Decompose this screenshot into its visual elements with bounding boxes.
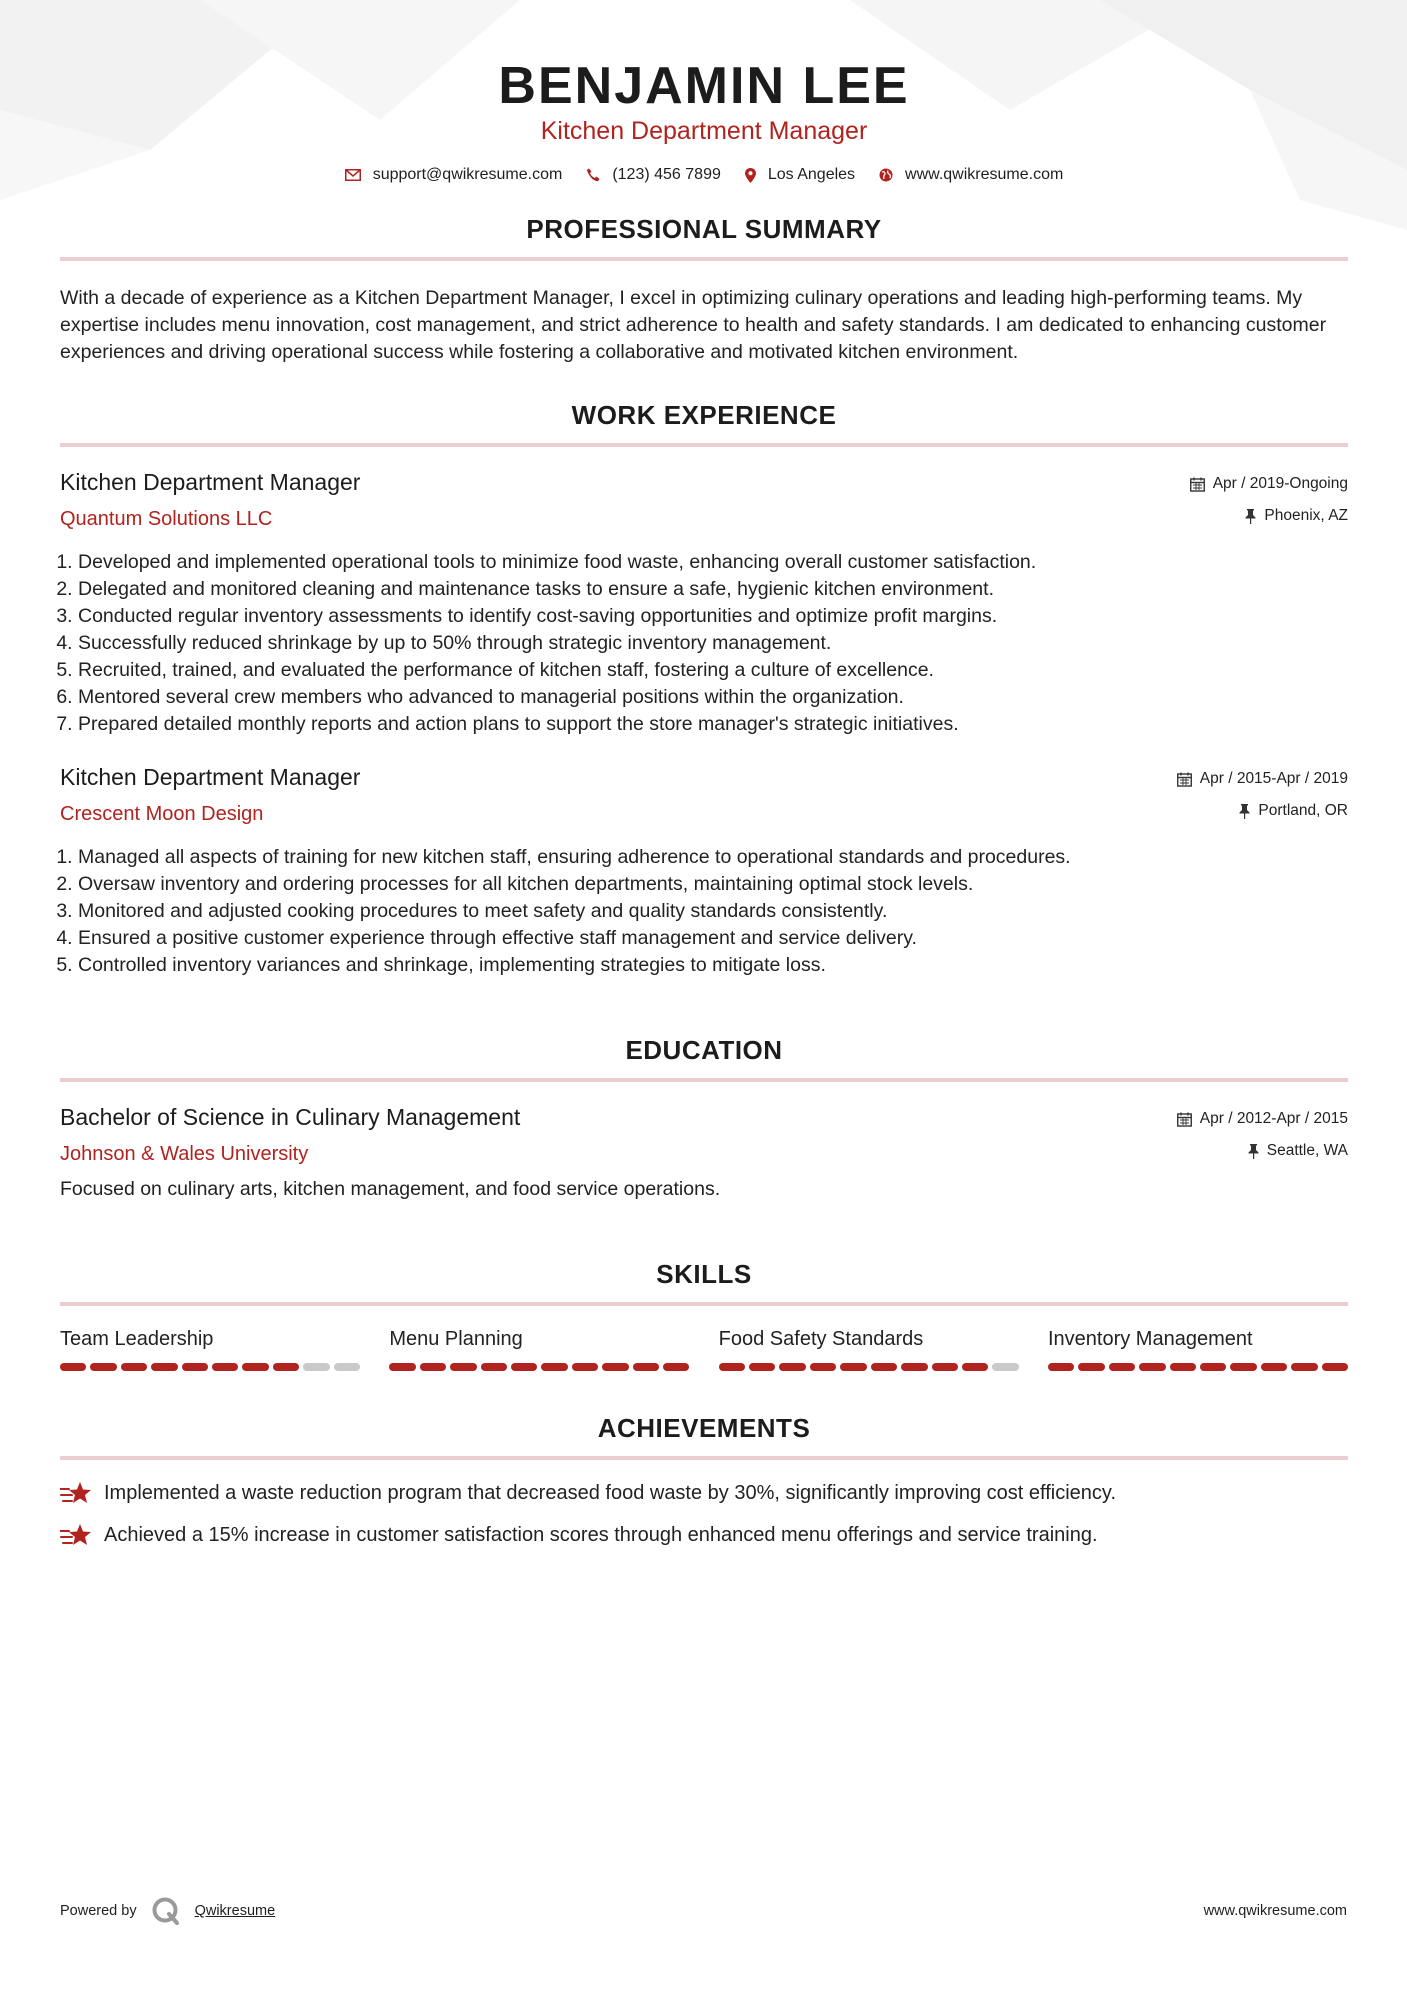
skill-rating-segment <box>719 1363 745 1371</box>
job-dates: Apr / 2015-Apr / 2019 <box>1199 770 1348 788</box>
skill-rating-segment <box>1291 1363 1317 1371</box>
skills-heading: SKILLS <box>656 1259 752 1290</box>
job-bullet: 1. Managed all aspects of training for new kitchen staff, ensuring adherence to operational standards and procedures. <box>78 844 1348 871</box>
candidate-title: Kitchen Department Manager <box>540 117 868 146</box>
skill-rating-bar <box>1048 1363 1348 1371</box>
education-description: Focused on culinary arts, kitchen management, and food service operations. <box>60 1178 721 1201</box>
skill-name: Menu Planning <box>389 1328 523 1351</box>
skill-rating-segment <box>1139 1363 1165 1371</box>
experience-heading: WORK EXPERIENCE <box>571 400 837 431</box>
skill-item <box>1048 1328 1348 1371</box>
skill-rating-segment <box>90 1363 116 1371</box>
job-entry <box>60 764 1348 979</box>
contact-phone[interactable] <box>586 166 721 184</box>
pushpin-icon <box>1239 804 1250 819</box>
experience-divider <box>60 443 1348 447</box>
skill-item <box>60 1328 360 1371</box>
contact-location <box>745 166 855 184</box>
skill-rating-segment <box>1230 1363 1256 1371</box>
skill-rating-segment <box>303 1363 329 1371</box>
achievements-divider <box>60 1456 1348 1460</box>
contact-email[interactable] <box>345 166 563 184</box>
education-location: Seattle, WA <box>1266 1142 1348 1160</box>
map-pin-icon <box>745 168 756 183</box>
education-entry <box>60 1104 1348 1201</box>
job-location: Phoenix, AZ <box>1264 507 1348 525</box>
pushpin-icon <box>1248 1144 1259 1159</box>
job-bullet: 5. Recruited, trained, and evaluated the performance of kitchen staff, fostering a culture of excellence. <box>78 657 1348 684</box>
job-bullet: 5. Controlled inventory variances and shrinkage, implementing strategies to mitigate loss. <box>78 952 1348 979</box>
skills-list <box>60 1328 1348 1371</box>
globe-icon <box>879 168 893 182</box>
skill-rating-segment <box>871 1363 897 1371</box>
skill-rating-bar <box>719 1363 1019 1371</box>
skill-rating-segment <box>572 1363 598 1371</box>
skill-rating-segment <box>511 1363 537 1371</box>
shooting-star-icon <box>60 1522 92 1548</box>
job-company: Quantum Solutions LLC <box>60 508 273 531</box>
school: Johnson & Wales University <box>60 1143 309 1166</box>
job-dates: Apr / 2019-Ongoing <box>1212 475 1348 493</box>
skill-rating-segment <box>1261 1363 1287 1371</box>
skill-rating-segment <box>182 1363 208 1371</box>
calendar-icon <box>1177 1112 1192 1127</box>
job-bullet: 4. Ensured a positive customer experience through effective staff management and service delivery. <box>78 925 1348 952</box>
skill-rating-segment <box>840 1363 866 1371</box>
contact-website[interactable] <box>879 166 1063 184</box>
degree: Bachelor of Science in Culinary Management <box>60 1104 521 1131</box>
job-bullet: 4. Successfully reduced shrinkage by up to 50% through strategic inventory management. <box>78 630 1348 657</box>
skill-rating-segment <box>420 1363 446 1371</box>
skill-rating-segment <box>151 1363 177 1371</box>
skill-rating-segment <box>1048 1363 1074 1371</box>
skill-rating-segment <box>749 1363 775 1371</box>
summary-text: With a decade of experience as a Kitchen Department Manager, I excel in optimizing culinary operations and leading high-performing teams. My expertise includes menu innovation, cost management, and strict adherence to health and safety standards. I am dedicated to enhancing customer experiences and driving operational success while fostering a collaborative and motivated kitchen environment. <box>60 287 1327 364</box>
achievement-text: Achieved a 15% increase in customer satisfaction scores through enhanced menu offerings and service training. <box>104 1523 1098 1546</box>
job-bullet: 1. Developed and implemented operational tools to minimize food waste, enhancing overall customer satisfaction. <box>78 549 1348 576</box>
contact-email-text: support@qwikresume.com <box>372 166 563 184</box>
calendar-icon <box>1177 772 1192 787</box>
calendar-icon <box>1190 477 1205 492</box>
shooting-star-icon <box>60 1480 92 1506</box>
achievement-item <box>60 1480 1348 1506</box>
skill-rating-segment <box>60 1363 86 1371</box>
job-bullet: 2. Oversaw inventory and ordering processes for all kitchen departments, maintaining optimal stock levels. <box>78 871 1348 898</box>
achievements-heading: ACHIEVEMENTS <box>597 1413 811 1444</box>
skill-rating-segment <box>633 1363 659 1371</box>
envelope-icon <box>345 169 361 181</box>
contact-bar <box>60 166 1348 184</box>
skill-item <box>719 1328 1019 1371</box>
summary-divider <box>60 257 1348 261</box>
footer-website[interactable]: www.qwikresume.com <box>1203 1903 1347 1919</box>
skill-name: Inventory Management <box>1047 1328 1253 1351</box>
achievement-text: Implemented a waste reduction program that decreased food waste by 30%, significantly improving cost efficiency. <box>104 1481 1117 1504</box>
skill-name: Team Leadership <box>60 1328 214 1351</box>
skills-section <box>60 1259 1348 1371</box>
job-role: Kitchen Department Manager <box>60 764 361 791</box>
skill-rating-segment <box>1322 1363 1348 1371</box>
candidate-name: BENJAMIN LEE <box>498 57 910 115</box>
job-role: Kitchen Department Manager <box>60 469 361 496</box>
job-bullet: 7. Prepared detailed monthly reports and action plans to support the store manager's strategic initiatives. <box>78 711 1348 738</box>
summary-heading: PROFESSIONAL SUMMARY <box>526 214 882 245</box>
skill-rating-segment <box>1078 1363 1104 1371</box>
education-heading: EDUCATION <box>625 1035 783 1066</box>
skill-rating-segment <box>450 1363 476 1371</box>
achievement-item <box>60 1522 1348 1548</box>
education-dates: Apr / 2012-Apr / 2015 <box>1199 1110 1348 1128</box>
skills-divider <box>60 1302 1348 1306</box>
skill-rating-segment <box>389 1363 415 1371</box>
job-location: Portland, OR <box>1258 802 1348 820</box>
skill-rating-segment <box>810 1363 836 1371</box>
job-bullet: 6. Mentored several crew members who advanced to managerial positions within the organization. <box>78 684 1348 711</box>
skill-rating-segment <box>962 1363 988 1371</box>
job-bullets <box>60 549 1348 738</box>
resume-header <box>60 0 1348 184</box>
skill-rating-segment <box>992 1363 1018 1371</box>
job-bullet: 3. Conducted regular inventory assessments to identify cost-saving opportunities and optimize profit margins. <box>78 603 1348 630</box>
job-entry <box>60 469 1348 738</box>
job-bullet: 3. Monitored and adjusted cooking procedures to meet safety and quality standards consistently. <box>78 898 1348 925</box>
skill-rating-segment <box>602 1363 628 1371</box>
skill-rating-bar <box>389 1363 689 1371</box>
job-bullets <box>60 844 1348 979</box>
experience-section <box>60 400 1348 979</box>
skill-item <box>389 1328 689 1371</box>
skill-rating-bar <box>60 1363 360 1371</box>
job-bullet: 2. Delegated and monitored cleaning and maintenance tasks to ensure a safe, hygienic kitchen environment. <box>78 576 1348 603</box>
skill-rating-segment <box>663 1363 689 1371</box>
resume-page <box>60 0 1348 1548</box>
skill-rating-segment <box>273 1363 299 1371</box>
contact-location-text: Los Angeles <box>767 166 856 184</box>
contact-phone-text: (123) 456 7899 <box>612 166 721 184</box>
achievements-section <box>60 1413 1348 1548</box>
skill-rating-segment <box>932 1363 958 1371</box>
resume-footer <box>60 1896 1347 1926</box>
skill-rating-segment <box>1109 1363 1135 1371</box>
skill-rating-segment <box>1170 1363 1196 1371</box>
contact-website-text: www.qwikresume.com <box>905 166 1064 184</box>
phone-icon <box>586 168 600 182</box>
summary-section <box>60 214 1348 366</box>
skill-rating-segment <box>212 1363 238 1371</box>
skill-name: Food Safety Standards <box>718 1328 924 1351</box>
qwikresume-logo-icon <box>151 1896 181 1926</box>
skill-rating-segment <box>541 1363 567 1371</box>
achievements-list <box>60 1480 1348 1548</box>
education-divider <box>60 1078 1348 1082</box>
skill-rating-segment <box>242 1363 268 1371</box>
powered-by-label: Powered by <box>60 1903 137 1919</box>
skill-rating-segment <box>901 1363 927 1371</box>
education-section <box>60 1035 1348 1201</box>
qwikresume-link[interactable]: Qwikresume <box>194 1903 276 1919</box>
skill-rating-segment <box>481 1363 507 1371</box>
skill-rating-segment <box>121 1363 147 1371</box>
skill-rating-segment <box>334 1363 360 1371</box>
skill-rating-segment <box>779 1363 805 1371</box>
job-company: Crescent Moon Design <box>60 803 264 826</box>
pushpin-icon <box>1245 509 1256 524</box>
skill-rating-segment <box>1200 1363 1226 1371</box>
